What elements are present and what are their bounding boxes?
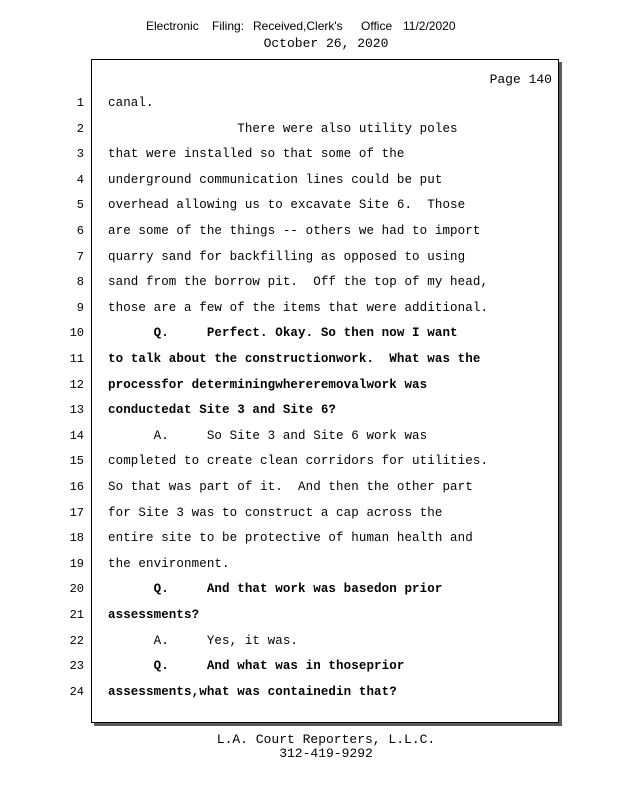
- transcript-line-text: A. So Site 3 and Site 6 work was: [108, 429, 428, 443]
- transcript-line-text: that were installed so that some of the: [108, 147, 405, 161]
- line-number: 7: [76, 250, 84, 264]
- page-footer: [0, 733, 618, 761]
- line-number: 19: [69, 557, 84, 571]
- filing-received: Received,Clerk's: [253, 19, 343, 33]
- line-number: 2: [76, 122, 84, 136]
- line-number: 13: [69, 403, 84, 417]
- line-number: 3: [76, 147, 84, 161]
- transcript-line-text: assessments?: [108, 608, 200, 622]
- line-number: 16: [69, 480, 84, 494]
- line-number: 8: [76, 275, 84, 289]
- transcript-line-text: overhead allowing us to excavate Site 6. Those: [108, 198, 466, 212]
- line-number: 17: [69, 506, 84, 520]
- filing-label: Filing:: [212, 19, 245, 33]
- line-number: 15: [69, 454, 84, 468]
- transcript-line-text: So that was part of it. And then the other part: [108, 480, 473, 494]
- line-number: 9: [76, 301, 84, 315]
- transcript-line-text: sand from the borrow pit. Off the top of my head,: [108, 275, 489, 289]
- transcript-line-text: assessments,what was containedin that?: [108, 685, 397, 699]
- line-number: 5: [76, 198, 84, 212]
- line-number: 6: [76, 224, 84, 238]
- line-number: 24: [69, 685, 84, 699]
- transcript-line-text: processfor determiningwhereremovalwork was: [108, 378, 428, 392]
- reporter-company: L.A. Court Reporters, L.L.C.: [216, 732, 436, 747]
- transcript-line-text: completed to create clean corridors for utilities.: [108, 454, 489, 468]
- line-number: 4: [76, 173, 84, 187]
- transcript-line-text: for Site 3 was to construct a cap across the: [108, 506, 443, 520]
- filing-stamp: [0, 19, 618, 35]
- transcript-line-text: the environment.: [108, 557, 230, 571]
- line-number: 23: [69, 659, 84, 673]
- transcript-line-text: to talk about the constructionwork. What was the: [108, 352, 481, 366]
- line-number: 12: [69, 378, 84, 392]
- transcript-line-text: Q. And what was in thoseprior: [108, 659, 405, 673]
- line-number: 18: [69, 531, 84, 545]
- transcript-line-text: There were also utility poles: [108, 122, 458, 136]
- deposition-date: October 26, 2020: [263, 36, 389, 51]
- reporter-phone: 312-419-9292: [279, 746, 373, 761]
- transcript-line-text: quarry sand for backfilling as opposed to using: [108, 250, 466, 264]
- page-number: Page 140: [489, 72, 552, 87]
- line-number: 1: [76, 96, 84, 110]
- transcript-line-text: canal.: [108, 96, 154, 110]
- transcript-line-text: conductedat Site 3 and Site 6?: [108, 403, 337, 417]
- line-number: 11: [69, 352, 84, 366]
- filing-electronic: Electronic: [146, 19, 199, 33]
- filing-date: 11/2/2020: [403, 19, 456, 33]
- transcript-line-text: Q. And that work was basedon prior: [108, 582, 443, 596]
- line-number: 10: [69, 326, 84, 340]
- transcript-line-text: A. Yes, it was.: [108, 634, 299, 648]
- line-number: 21: [69, 608, 84, 622]
- transcript-line-text: entire site to be protective of human health and: [108, 531, 473, 545]
- line-number: 22: [69, 634, 84, 648]
- transcript-line-text: those are a few of the items that were additional.: [108, 301, 489, 315]
- transcript-line-text: are some of the things -- others we had to import: [108, 224, 481, 238]
- transcript-line-text: underground communication lines could be put: [108, 173, 443, 187]
- filing-office: Office: [361, 19, 393, 33]
- transcript-line-text: Q. Perfect. Okay. So then now I want: [108, 326, 458, 340]
- line-number: 14: [69, 429, 84, 443]
- line-number: 20: [69, 582, 84, 596]
